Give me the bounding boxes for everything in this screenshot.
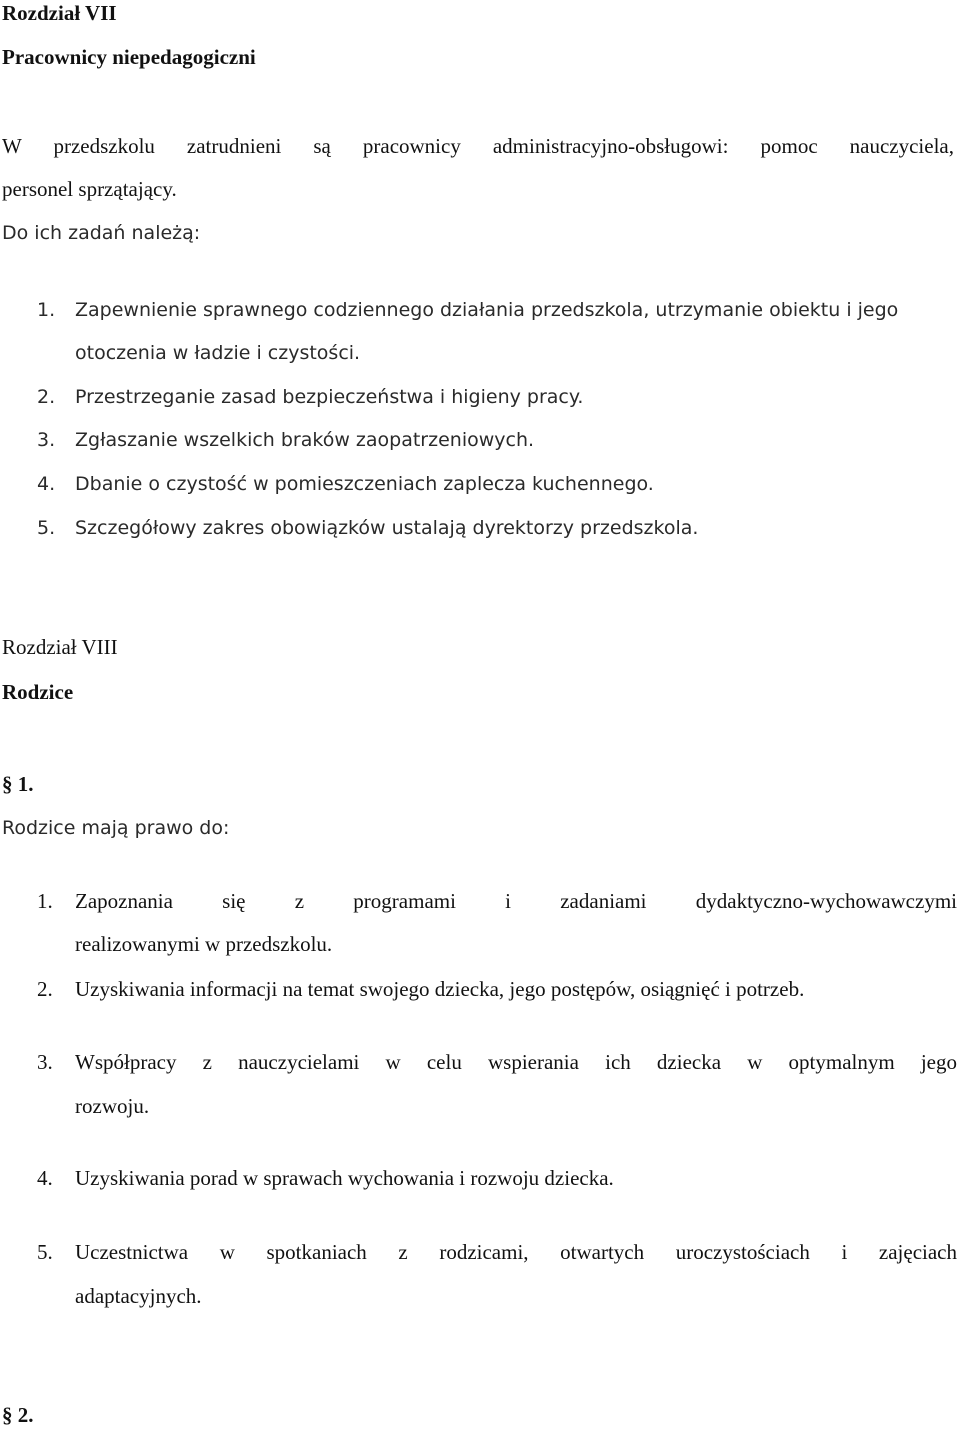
right-text-continued: rozwoju.: [75, 1094, 150, 1118]
right-number: 5.: [37, 1240, 53, 1264]
right-text: Uczestnictwa w spotkaniach z rodzicami, otwartych uroczystościach i zajęciach: [75, 1240, 957, 1264]
right-text: Uzyskiwania informacji na temat swojego dziecka, jego postępów, osiągnięć i potrzeb.: [75, 977, 805, 1001]
section-1-label: § 1.: [2, 772, 34, 796]
right-number: 3.: [37, 1050, 53, 1074]
intro-line-1: W przedszkolu zatrudnieni są pracownicy administracyjno-obsługowi: pomoc nauczyciela,: [2, 134, 954, 158]
task-text: Zgłaszanie wszelkich braków zaopatrzeniowych.: [75, 429, 535, 451]
task-number: 2.: [37, 386, 56, 408]
task-number: 3.: [37, 429, 56, 451]
chapter-8-heading: Rozdział VIII: [2, 635, 118, 659]
right-text-continued: adaptacyjnych.: [75, 1284, 202, 1308]
task-text-continued: otoczenia w ładzie i czystości.: [75, 342, 361, 364]
intro-line-2: personel sprzątający.: [2, 177, 177, 201]
right-text-continued: realizowanymi w przedszkolu.: [75, 932, 333, 956]
right-number: 1.: [37, 889, 53, 913]
right-number: 4.: [37, 1166, 53, 1190]
task-text: Zapewnienie sprawnego codziennego działania przedszkola, utrzymanie obiektu i jego: [75, 299, 899, 321]
tasks-intro: Do ich zadań należą:: [2, 222, 201, 244]
right-number: 2.: [37, 977, 53, 1001]
task-number: 1.: [37, 299, 56, 321]
rights-intro: Rodzice mają prawo do:: [2, 817, 230, 839]
task-number: 4.: [37, 473, 56, 495]
task-text: Przestrzeganie zasad bezpieczeństwa i higieny pracy.: [75, 386, 584, 408]
task-number: 5.: [37, 517, 56, 539]
task-text: Dbanie o czystość w pomieszczeniach zaplecza kuchennego.: [75, 473, 654, 495]
right-text: Uzyskiwania porad w sprawach wychowania i rozwoju dziecka.: [75, 1166, 614, 1190]
task-text: Szczegółowy zakres obowiązków ustalają dyrektorzy przedszkola.: [75, 517, 699, 539]
chapter-8-title: Rodzice: [2, 680, 74, 704]
right-text: Zapoznania się z programami i zadaniami dydaktyczno-wychowawczymi: [75, 889, 957, 913]
right-text: Współpracy z nauczycielami w celu wspierania ich dziecka w optymalnym jego: [75, 1050, 957, 1074]
chapter-7-heading: Rozdział VII: [2, 1, 117, 25]
chapter-7-title: Pracownicy niepedagogiczni: [2, 45, 256, 69]
section-2-label: § 2.: [2, 1403, 34, 1427]
